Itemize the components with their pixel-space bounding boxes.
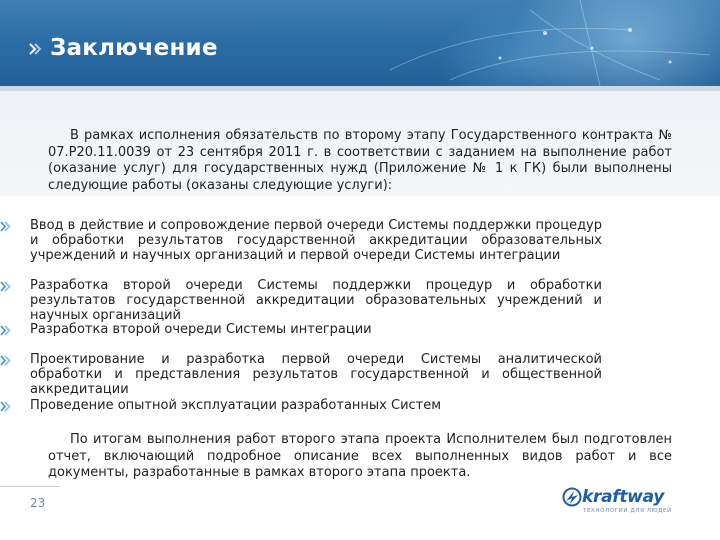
list-item-text: Ввод в действие и сопровождение первой очереди Системы поддержки процедур и обработки результатов государственной аккредитации образовательных учреждений и научных организаций и первой очереди Системы интеграции (30, 218, 602, 263)
slide-title: Заключение (50, 35, 218, 61)
conclusion-paragraph: По итогам выполнения работ второго этапа проекта Исполнителем был подготовлен отчет, включающий подробное описание всех выполненных видов работ и все документы, разработанные в рамках второго этапа проекта. (48, 432, 672, 480)
double-chevron-icon (0, 221, 11, 232)
list-item-text: Разработка второй очереди Системы интеграции (30, 322, 372, 337)
slide-header (0, 0, 720, 86)
logo-wordmark: kraftway (582, 487, 665, 507)
double-chevron-icon (0, 355, 11, 366)
page-number: 23 (30, 496, 46, 510)
double-chevron-icon (0, 401, 11, 412)
network-lines-decoration (330, 0, 720, 86)
kraftway-logo-icon (562, 487, 582, 507)
double-chevron-icon (0, 281, 11, 292)
company-logo (562, 486, 698, 522)
footer-divider (0, 486, 60, 487)
double-chevron-icon (28, 42, 42, 56)
intro-paragraph: В рамках исполнения обязательств по второму этапу Государственного контракта № 07.Р20.11.0039 от 23 сентября 2011 г. в соответствии с заданием на выполнение работ (оказание услуг) для государственных нужд (Приложение № 1 к ГК) были выполнены следующие работы (оказаны следующие услуги): (48, 128, 672, 193)
list-item-text: Проектирование и разработка первой очереди Системы аналитической обработки и представления результатов государственной и общественной аккредитации (30, 352, 602, 397)
list-item-text: Проведение опытной эксплуатации разработанных Систем (30, 398, 442, 413)
logo-tagline: ТЕХНОЛОГИИ ДЛЯ ЛЮДЕЙ (583, 508, 672, 514)
double-chevron-icon (0, 325, 11, 336)
list-item-text: Разработка второй очереди Системы поддержки процедур и обработки результатов государственной аккредитации образовательных учреждений и научных организаций (30, 278, 602, 323)
